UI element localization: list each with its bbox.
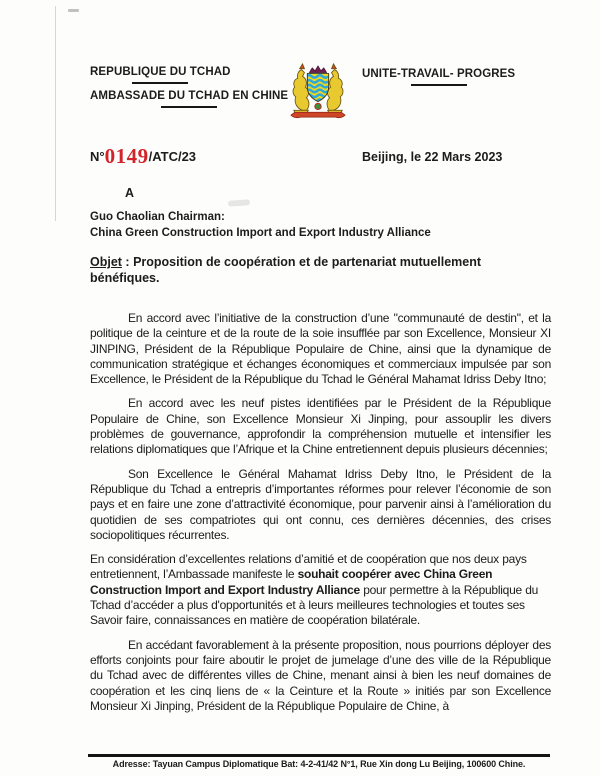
paragraph-2: En accord avec les neuf pistes identifiées par le Président de la République Populaire de Chine, son Excellence Monsieur Xi Jinping, pour assouplir les divers problèmes de gouvernance, approfondir la compréhension mutuelle et intensifier les relations diplomatiques que l’Afrique et la Chine entretiennent depuis plusieurs décennies; — [90, 396, 551, 457]
reference-suffix: /ATC/23 — [148, 149, 197, 164]
paragraph-3: Son Excellence le Général Mahamat Idriss Deby Itno, le Président de la République du Tchad a entrepris d’importantes réformes pour relever l’économie de son pays et en faire une zone d’attractivité économique, pour parvenir ainsi à l’amélioration du quotidien de ses compatriotes qui ont connu, ces dernières décennies, des crises sociopolitiques récurrentes. — [90, 466, 551, 542]
divider-rule — [161, 106, 217, 108]
scan-artifact — [228, 199, 250, 207]
paragraph-4-bold-text: souhait coopérer avec China Green Construction Import and Export Industry Alliance — [90, 567, 493, 597]
letterhead — [90, 66, 550, 128]
reference-row — [90, 144, 550, 170]
paragraph-4-text: En considération d’excellentes relations d’amitié et de coopération que nos deux pays entretiennent, l’Ambassade manifeste le — [90, 552, 527, 582]
motto: UNITE-TRAVAIL- PROGRES — [362, 68, 516, 80]
paragraph-5: En accédant favorablement à la présente proposition, nous pourrions déployer des efforts conjoints pour faire aboutir le projet de jumelage d’une des ville de la République du Tchad avec de différentes villes de Chine, menant ainsi à bien les neuf domaines de coopération et les cinq liens de « la Ceinture et la Route » initiés par son Excellence Monsieur Xi Jinping, Président de la République Populaire de Chine, à — [90, 637, 551, 713]
embassy-title: AMBASSADE DU TCHAD EN CHINE — [90, 90, 289, 102]
recipient-organization: China Green Construction Import and Export Industry Alliance — [90, 227, 431, 239]
paragraph-4 — [90, 552, 551, 628]
subject-line — [90, 254, 550, 286]
republic-title: REPUBLIQUE DU TCHAD — [90, 66, 231, 78]
letter-body — [90, 311, 551, 714]
subject-separator: : — [121, 255, 134, 269]
paragraph-4-text: pour permettre à la République du Tchad d’accéder a plus d'opportunités et à leurs meilleures technologies et toutes ses Savoir faire, connaissances en matière de coopération bilatérale. — [90, 582, 539, 628]
paragraph-1: En accord avec l’initiative de la construction d’une "communauté de destin", et la politique de la ceinture et de la route de la soie insufflée par son Excellence, Monsieur XI JINPING, Président de la République Populaire de Chine, ainsi que la dynamique de communication stratégique et échanges économiques et commerciaux impulsée par son Excellence, le Président de la République du Tchad le Général Mahamat Idriss Deby Itno; — [90, 311, 551, 387]
date-line: Beijing, le 22 Mars 2023 — [362, 150, 503, 164]
subject-label: Objet — [90, 255, 122, 269]
subject-text: Proposition de coopération et de partenariat mutuellement bénéfiques. — [90, 255, 482, 285]
reference-number-value: 0149 — [104, 144, 149, 168]
recipient-block — [90, 209, 550, 241]
letterhead-left — [90, 66, 288, 114]
scan-edge-artifact — [55, 6, 56, 221]
recipient-salutation: A — [125, 186, 135, 200]
recipient-name: Guo Chaolian Chairman: — [90, 211, 225, 223]
page-footer — [88, 754, 550, 769]
footer-address: Adresse: Tayuan Campus Diplomatique Bat: 4-2-41/42 N°1, Rue Xin dong Lu Beijing, 100600 Chine. — [112, 759, 526, 769]
chad-coat-of-arms-icon — [281, 60, 355, 120]
scan-artifact — [68, 9, 79, 12]
divider-rule — [132, 82, 188, 84]
letterhead-right — [362, 68, 515, 92]
footer-rule — [88, 754, 550, 757]
reference-prefix: N° — [90, 149, 105, 164]
divider-rule — [411, 84, 467, 86]
